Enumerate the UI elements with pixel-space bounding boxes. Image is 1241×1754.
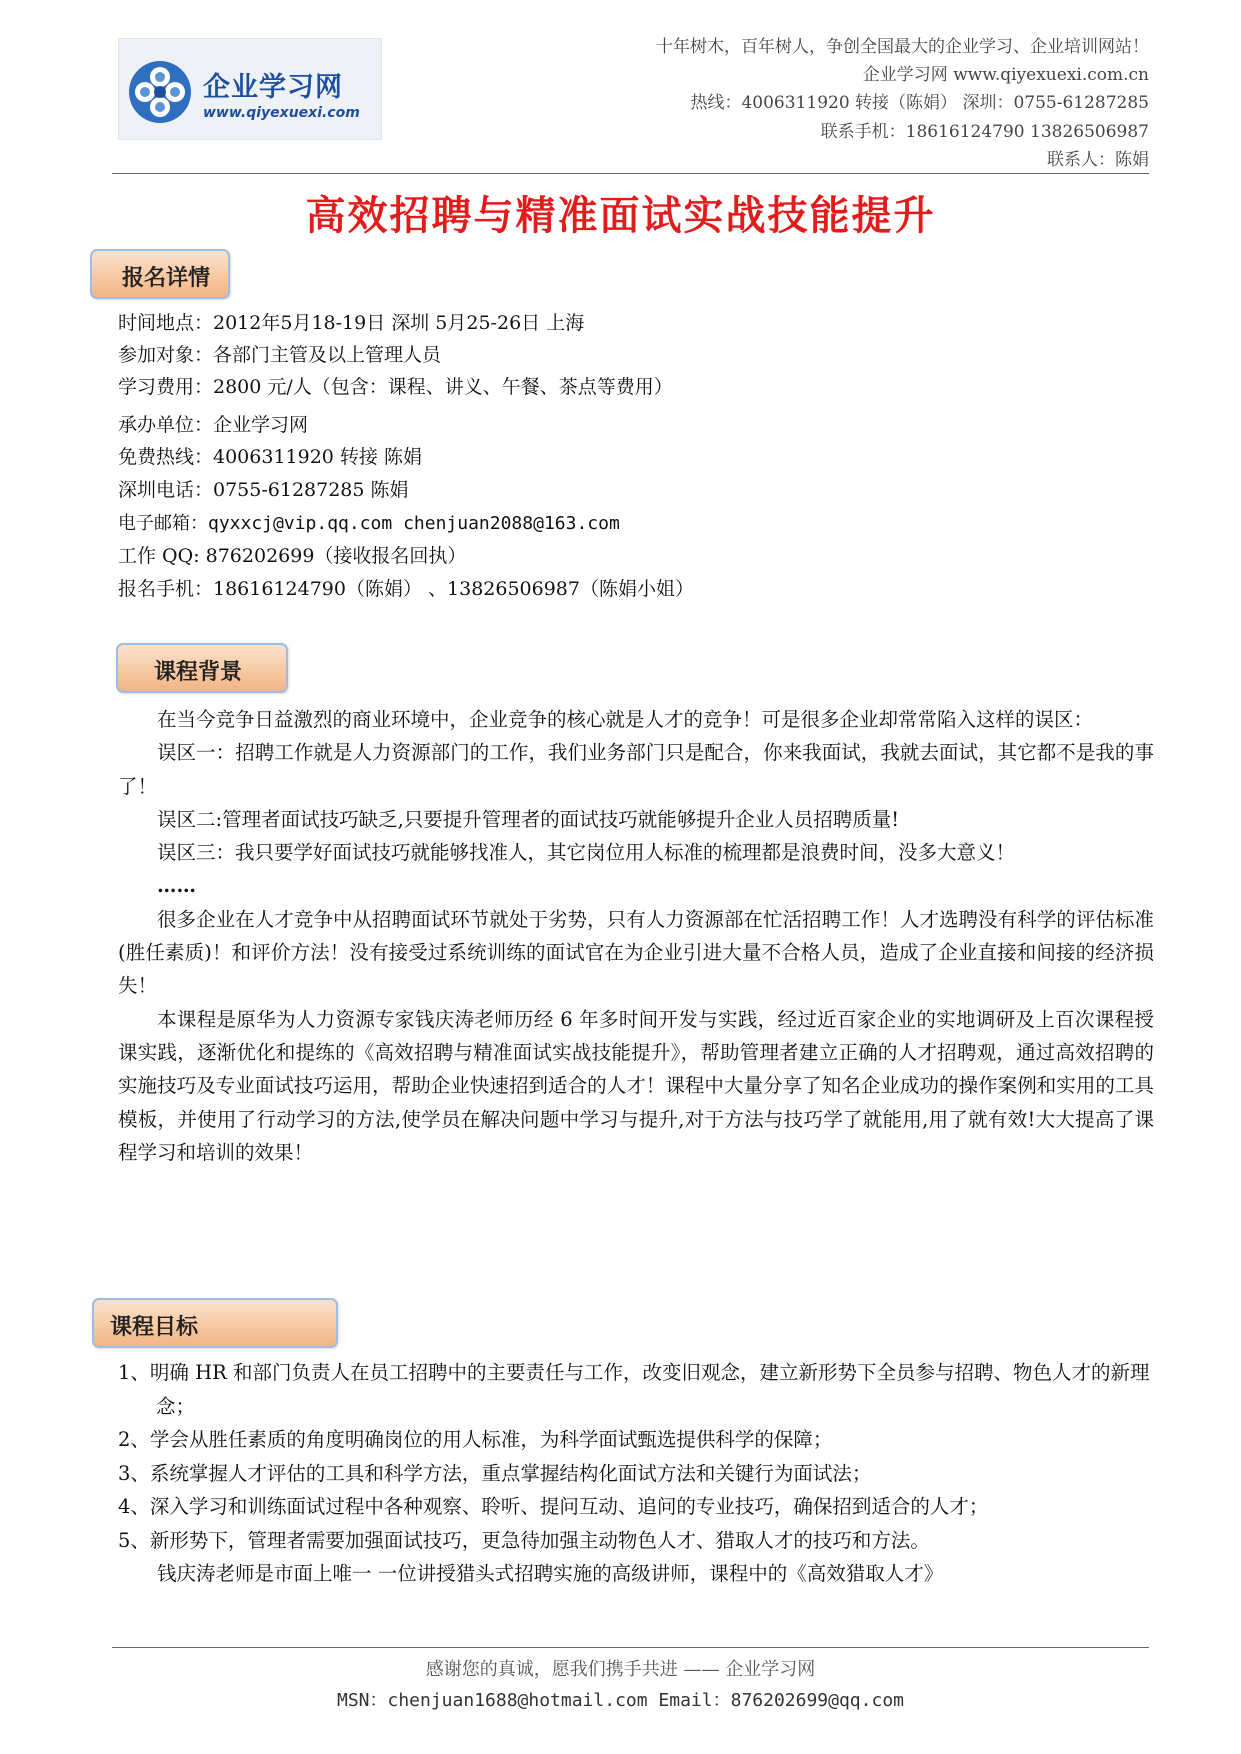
flower-logo-icon <box>127 59 193 125</box>
course-goals-list <box>118 1356 1154 1591</box>
info-line-mobile: 报名手机：18616124790（陈娟） 、13826506987（陈娟小姐） <box>118 578 694 600</box>
paragraph: 本课程是原华为人力资源专家钱庆涛老师历经 6 年多时间开发与实践，经过近百家企业的实地调研及上百次课程授课实践，逐渐优化和提练的《高效招聘与精准面试实战技能提升》，帮助管理者建立正确的人才招聘观，通过高效招聘的实施技巧及专业面试技巧运用，帮助企业快速招到适合的人才！课程中大量分享了知名企业成功的操作案例和实用的工具模板，并使用了行动学习的方法,使学员在解决问题中学习与提升,对于方法与技巧学了就能用,用了就有效!大大提高了课程学习和培训的效果！ <box>118 1007 1154 1164</box>
info-line-hotline: 免费热线：4006311920 转接 陈娟 <box>118 446 422 468</box>
paragraph: 很多企业在人才竞争中从招聘面试环节就处于劣势，只有人力资源部在忙活招聘工作！人才选聘没有科学的评估标准(胜任素质)！和评价方法！没有接受过系统训练的面试官在为企业引进大量不合格人员，造成了企业直接和间接的经济损失！ <box>118 907 1154 998</box>
logo-name: 企业学习网 <box>203 72 343 103</box>
list-item: 2、学会从胜任素质的角度明确岗位的用人标准，为科学面试甄选提供科学的保障； <box>118 1428 833 1451</box>
paragraph: 误区一：招聘工作就是人力资源部门的工作，我们业务部门只是配合，你来我面试，我就去面试，其它都不是我的事了！ <box>118 741 1154 798</box>
info-line-fee: 学习费用：2800 元/人（包含：课程、讲义、午餐、茶点等费用） <box>118 376 673 398</box>
section-label: 报名详情 <box>122 266 211 291</box>
site-line: 企业学习网 www.qiyexuexi.com.cn <box>862 65 1149 85</box>
list-item: 1、明确 HR 和部门负责人在员工招聘中的主要责任与工作，改变旧观念，建立新形势下全员参与招聘、物色人才的新理念； <box>118 1361 1150 1418</box>
section-tag-registration <box>90 249 230 299</box>
footer-divider <box>112 1647 1149 1648</box>
paragraph: 在当今竞争日益激烈的商业环境中，企业竞争的核心就是人才的竞争！可是很多企业却常常陷入这样的误区： <box>157 708 1094 731</box>
info-line-email: 电子邮箱：qyxxcj@vip.qq.com chenjuan2088@163.com <box>118 513 620 534</box>
course-background <box>118 703 1154 1169</box>
logo-url: www.qiyexuexi.com <box>203 105 360 121</box>
page-title: 高效招聘与精准面试实战技能提升 <box>305 192 936 239</box>
hotline: 热线：4006311920 转接（陈娟） 深圳：0755-61287285 <box>690 93 1149 113</box>
paragraph: 误区三：我只要学好面试技巧就能够找准人，其它岗位用人标准的梳理都是浪费时间，没多大意义！ <box>157 841 1016 865</box>
info-line-audience: 参加对象：各部门主管及以上管理人员 <box>118 344 442 366</box>
section-tag-goals <box>92 1298 338 1348</box>
footer-thanks: 感谢您的真诚，愿我们携手共进 —— 企业学习网 <box>425 1659 816 1680</box>
info-line-qq: 工作 QQ: 876202699（接收报名回执） <box>118 545 467 567</box>
list-item: 3、系统掌握人才评估的工具和科学方法，重点掌握结构化面试方法和关键行为面试法； <box>118 1461 872 1485</box>
list-item: 5、新形势下，管理者需要加强面试技巧，更急待加强主动物色人才、猎取人才的技巧和方法。 <box>118 1528 930 1552</box>
section-label: 课程目标 <box>110 1315 199 1340</box>
contact-mobile: 联系手机：18616124790 13826506987 <box>820 122 1149 142</box>
company-logo <box>118 38 382 140</box>
info-line-organizer: 承办单位：企业学习网 <box>118 414 309 436</box>
ellipsis: …… <box>157 874 196 898</box>
slogan: 十年树木，百年树人，争创全国最大的企业学习、企业培训网站！ <box>656 37 1149 57</box>
paragraph: 误区二:管理者面试技巧缺乏,只要提升管理者的面试技巧就能够提升企业人员招聘质量! <box>157 807 900 831</box>
header-divider <box>112 173 1149 174</box>
contact-person: 联系人：陈娟 <box>1047 150 1149 170</box>
info-line-phone: 深圳电话：0755-61287285 陈娟 <box>118 479 409 501</box>
section-tag-background <box>116 643 288 693</box>
paragraph: 钱庆涛老师是市面上唯一 一位讲授猎头式招聘实施的高级讲师，课程中的《高效猎取人才》 <box>157 1562 944 1585</box>
list-item: 4、深入学习和训练面试过程中各种观察、聆听、提问互动、追问的专业技巧，确保招到适合的人才； <box>118 1495 989 1518</box>
section-label: 课程背景 <box>154 660 243 685</box>
footer-contacts: MSN：chenjuan1688@hotmail.com Email：876202699@qq.com <box>336 1690 904 1711</box>
info-line-time-place: 时间地点：2012年5月18-19日 深圳 5月25-26日 上海 <box>118 312 585 334</box>
